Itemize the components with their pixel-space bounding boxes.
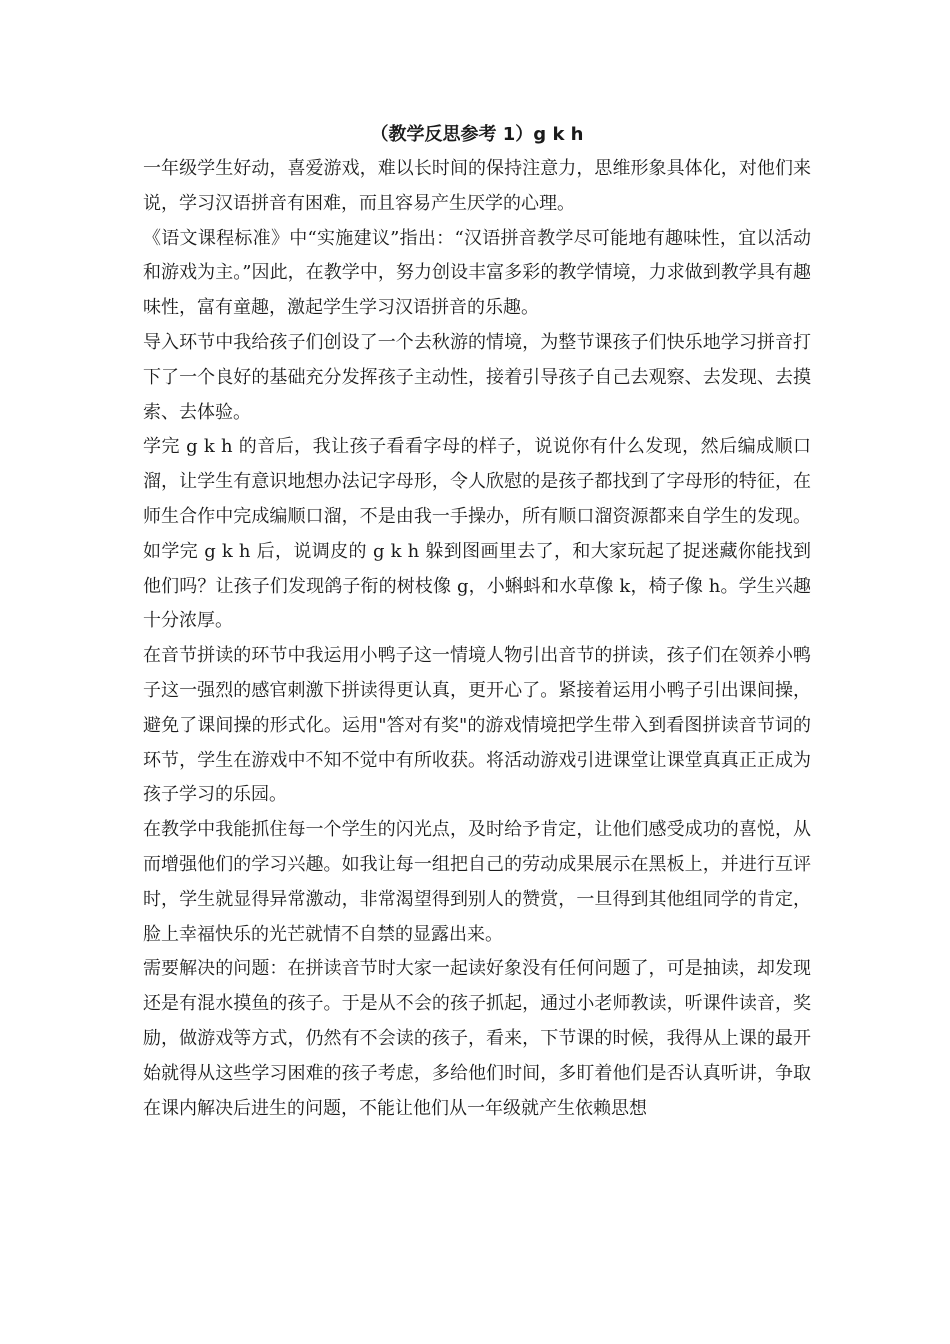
paragraph-curriculum-standard: 《语文课程标准》中“实施建议”指出：“汉语拼音教学尽可能地有趣味性，宜以活动和游戏为主。”因此，在教学中，努力创设丰富多彩的教学情境，力求做到教学具有趣味性，富有童趣，激起学生学习汉语拼音的乐趣。 <box>143 227 811 319</box>
paragraph-intro: 一年级学生好动，喜爱游戏，难以长时间的保持注意力，思维形象具体化，对他们来说，学习汉语拼音有困难，而且容易产生厌学的心理。 <box>143 158 811 214</box>
paragraph-encouragement: 在教学中我能抓住每一个学生的闪光点，及时给予肯定，让他们感受成功的喜悦，从而增强他们的学习兴趣。如我让每一组把自己的劳动成果展示在黑板上，并进行互评时，学生就显得异常激动，非常渴望得到别人的赞赏，一旦得到其他组同学的肯定，脸上幸福快乐的光芒就情不自禁的显露出来。 <box>143 819 811 945</box>
paragraph-syllable-reading: 在音节拼读的环节中我运用小鸭子这一情境人物引出音节的拼读，孩子们在领养小鸭子这一强烈的感官刺激下拼读得更认真，更开心了。紧接着运用小鸭子引出课间操，避免了课间操的形式化。运用"答对有奖"的游戏情境把学生带入到看图拼读音节词的环节，学生在游戏中不知不觉中有所收获。将活动游戏引进课堂让课堂真真正正成为孩子学习的乐园。 <box>143 645 811 806</box>
document-title: （教学反思参考 1）g k h <box>370 124 584 145</box>
paragraph-introduction-segment: 导入环节中我给孩子们创设了一个去秋游的情境，为整节课孩子们快乐地学习拼音打下了一个良好的基础充分发挥孩子主动性，接着引导孩子自己去观察、去发现、去摸索、去体验。 <box>143 331 811 423</box>
paragraph-letter-shapes: 学完 g k h 的音后，我让孩子看看字母的样子，说说你有什么发现，然后编成顺口溜，让学生有意识地想办法记字母形，令人欣慰的是孩子都找到了字母形的特征，在师生合作中完成编顺口溜，不是由我一手操办，所有顺口溜资源都来自学生的发现。如学完 g k h 后，说调皮的 g k h 躲到图画里去了，和大家玩起了捉迷藏你能找到他们吗？让孩子们发现鸽子衔的树枝像 g，小蝌蚪和水草像 k，椅子像 h。学生兴趣十分浓厚。 <box>143 436 811 632</box>
document-page <box>143 120 811 1126</box>
paragraph-problems-to-solve: 需要解决的问题：在拼读音节时大家一起读好象没有任何问题了，可是抽读，却发现还是有混水摸鱼的孩子。于是从不会的孩子抓起，通过小老师教读，听课件读音，奖励，做游戏等方式，仍然有不会读的孩子，看来，下节课的时候，我得从上课的最开始就得从这些学习困难的孩子考虑，多给他们时间，多盯着他们是否认真听讲，争取在课内解决后进生的问题，不能让他们从一年级就产生依赖思想 <box>143 958 811 1119</box>
